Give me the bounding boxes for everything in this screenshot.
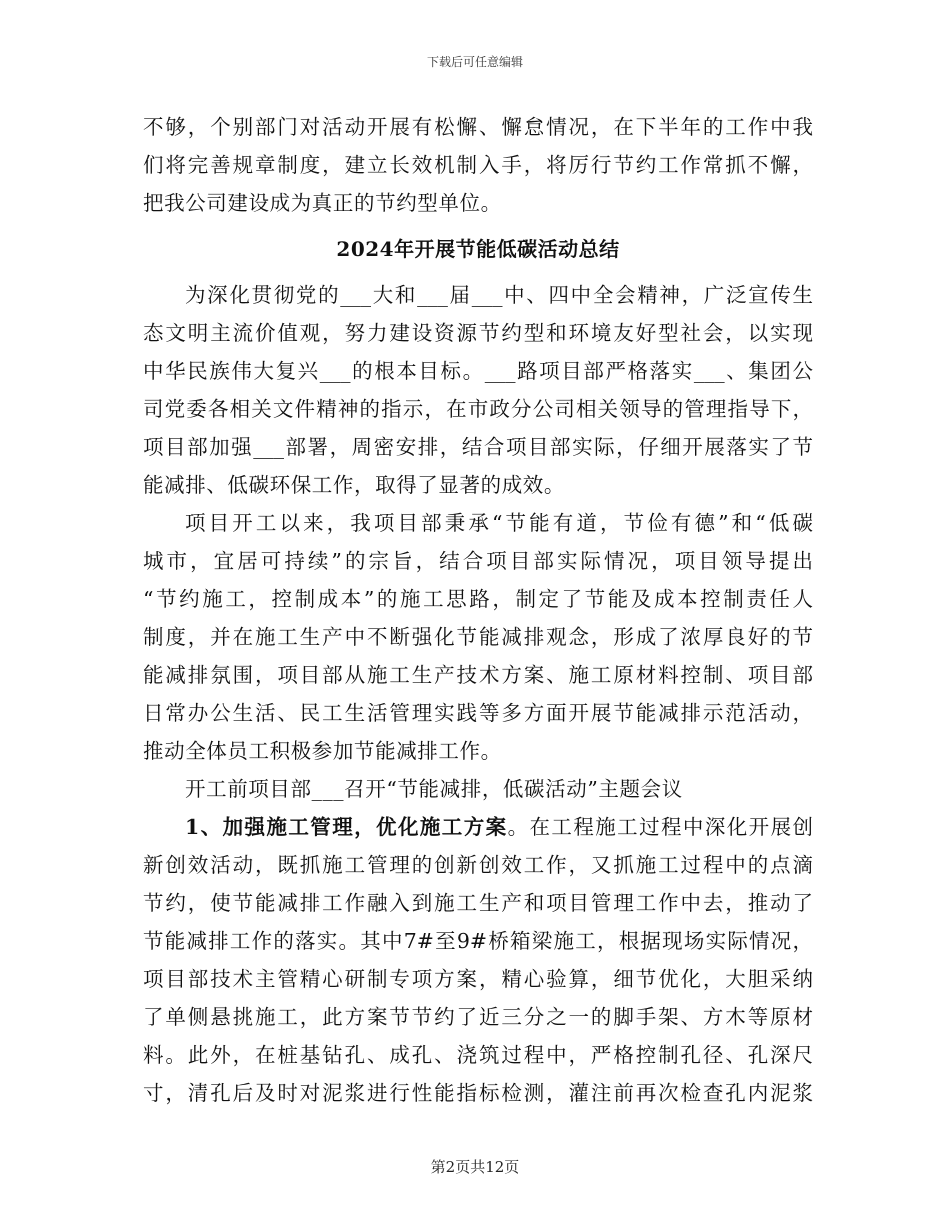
text-line: 寸，清孔后及时对泥浆进行性能指标检测，灌注前再次检查孔内泥浆	[143, 1081, 813, 1105]
text-line: 日常办公生活、民工生活管理实践等多方面开展节能减排示范活动，	[143, 701, 813, 725]
section-1-first-line	[143, 808, 813, 846]
section-1-text: 。在工程施工过程中深化开展创	[507, 815, 814, 839]
text-line: 态文明主流价值观，努力建设资源节约型和环境友好型社会，以实现	[143, 321, 813, 345]
text-line: 们将完善规章制度，建立长效机制入手，将厉行节约工作常抓不懈，	[143, 153, 813, 177]
text-line: 了单侧悬挑施工，此方案节节约了近三分之一的脚手架、方木等原材	[143, 1005, 813, 1029]
text-line: 料。此外，在桩基钻孔、成孔、浇筑过程中，严格控制孔径、孔深尺	[143, 1043, 813, 1067]
page-footer: 第2页共12页	[430, 1158, 520, 1176]
text-line: 司党委各相关文件精神的指示，在市政分公司相关领导的管理指导下，	[143, 397, 813, 421]
document-title: 2024年开展节能低碳活动总结	[336, 237, 620, 261]
document-body	[143, 108, 813, 1112]
text-line: 城市，宜居可持续”的宗旨，结合项目部实际情况，项目领导提出	[143, 549, 813, 573]
intro-paragraph	[143, 108, 813, 222]
text-line: 把我公司建设成为真正的节约型单位。	[143, 191, 502, 215]
section-1-heading: 1、加强施工管理，优化施工方案	[185, 815, 508, 839]
text-line: 能减排氛围，项目部从施工生产技术方案、施工原材料控制、项目部	[143, 663, 813, 687]
text-line: 项目部技术主管精心研制专项方案，精心验算，细节优化，大胆采纳	[143, 967, 813, 991]
text-line: 项目开工以来，我项目部秉承“节能有道，节俭有德”和“低碳	[185, 511, 813, 535]
text-line: 新创效活动，既抓施工管理的创新创效工作，又抓施工过程中的点滴	[143, 853, 813, 877]
paragraph-2	[143, 504, 813, 770]
paragraph-3	[143, 770, 813, 808]
text-line: 推动全体员工积极参加节能减排工作。	[143, 739, 502, 763]
text-line: 制度，并在施工生产中不断强化节能减排观念，形成了浓厚良好的节	[143, 625, 813, 649]
text-line: 为深化贯彻党的___大和___届___中、四中全会精神，广泛宣传生	[185, 283, 813, 307]
page-header: 下载后可任意编辑	[426, 55, 523, 69]
text-line: 中华民族伟大复兴___的根本目标。___路项目部严格落实___、集团公	[143, 359, 813, 383]
section-1	[143, 808, 813, 1112]
text-line: 不够，个别部门对活动开展有松懈、懈怠情况，在下半年的工作中我	[143, 115, 813, 139]
text-line: 能减排、低碳环保工作，取得了显著的成效。	[143, 473, 565, 497]
text-line: 开工前项目部___召开“节能减排，低碳活动”主题会议	[185, 777, 683, 801]
paragraph-1	[143, 276, 813, 504]
text-line: 项目部加强___部署，周密安排，结合项目部实际，仔细开展落实了节	[143, 435, 813, 459]
text-line: 节能减排工作的落实。其中7#至9#桥箱梁施工，根据现场实际情况，	[143, 929, 813, 953]
text-line: 节约，使节能减排工作融入到施工生产和项目管理工作中去，推动了	[143, 891, 813, 915]
text-line: “节约施工，控制成本”的施工思路，制定了节能及成本控制责任人	[143, 587, 813, 611]
